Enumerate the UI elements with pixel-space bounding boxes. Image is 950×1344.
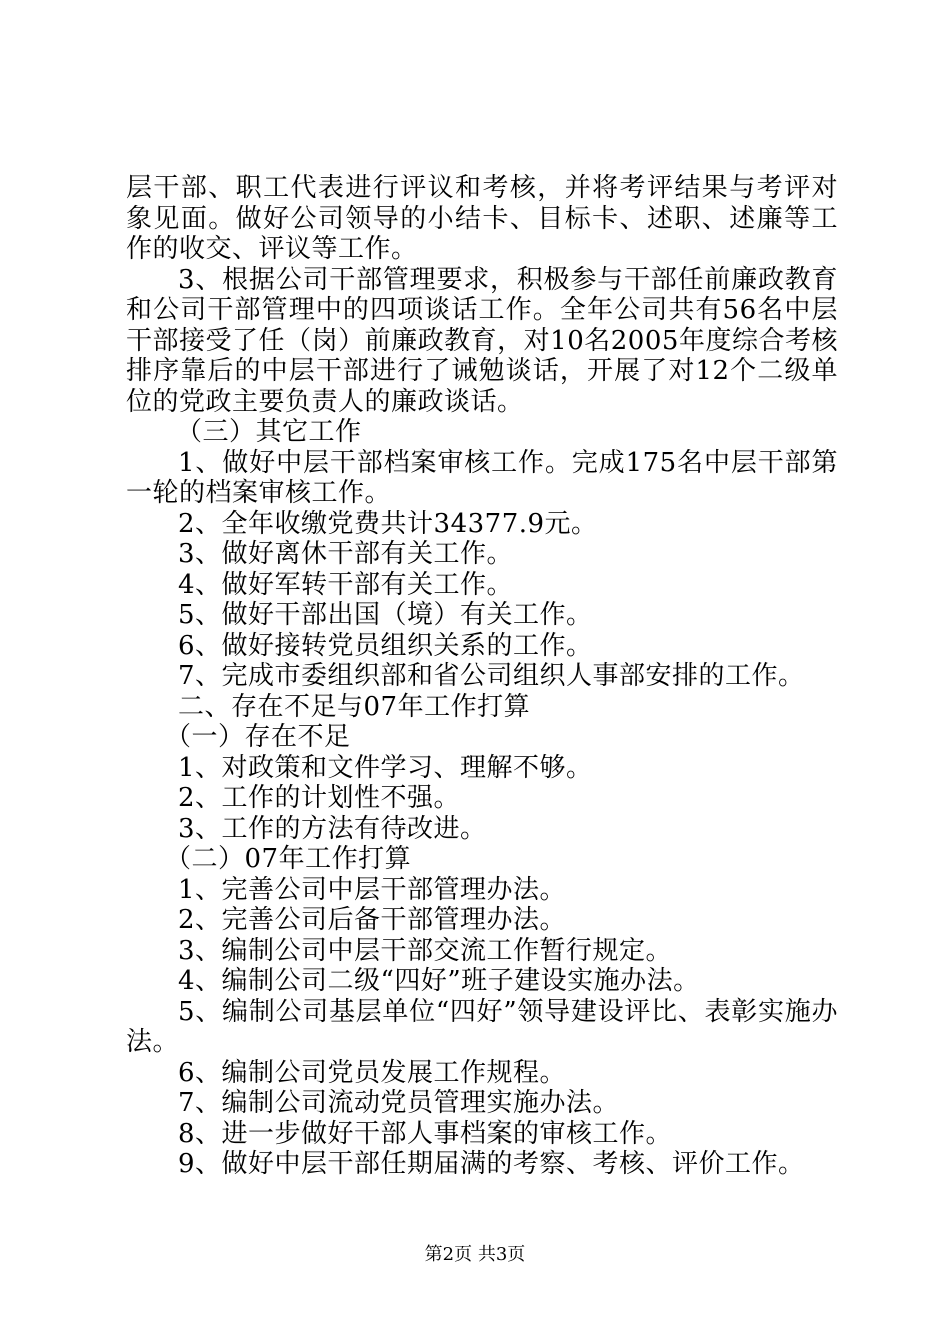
document-paragraph: （三）其它工作 (176, 417, 362, 447)
document-body (126, 173, 838, 1180)
document-paragraph: 8、进一步做好干部人事档案的审核工作。 (178, 1118, 673, 1149)
document-paragraph: 3、做好离休干部有关工作。 (178, 539, 514, 569)
document-paragraph: 7、完成市委组织部和省公司组织人事部安排的工作。 (178, 661, 805, 691)
document-paragraph: 3、根据公司干部管理要求，积极参与干部任前廉政教育和公司干部管理中的四项谈话工作。全年公司共有56名中层干部接受了任（岗）前廉政教育，对10名2005年度综合考核排序靠后的中层干部进行了诫勉谈话，开展了对12个二级单位的党政主要负责人的廉政谈话。 (126, 264, 838, 417)
document-paragraph: 7、编制公司流动党员管理实施办法。 (178, 1088, 620, 1118)
document-paragraph: 层干部、职工代表进行评议和考核，并将考评结果与考评对象见面。做好公司领导的小结卡、目标卡、述职、述廉等工作的收交、评议等工作。 (126, 173, 838, 264)
document-paragraph: 3、编制公司中层干部交流工作暂行规定。 (178, 935, 673, 966)
document-paragraph: 4、编制公司二级“四好”班子建设实施办法。 (178, 966, 700, 996)
document-paragraph: 1、对政策和文件学习、理解不够。 (178, 752, 593, 783)
document-paragraph: 3、工作的方法有待改进。 (178, 813, 487, 844)
document-paragraph: 2、完善公司后备干部管理办法。 (178, 905, 567, 935)
page-footer: 第2页 共3页 (424, 1244, 526, 1265)
document-paragraph: 6、编制公司党员发展工作规程。 (178, 1057, 567, 1088)
document-paragraph: 9、做好中层干部任期届满的考察、考核、评价工作。 (178, 1149, 805, 1179)
document-paragraph: 5、编制公司基层单位“四好”领导建设评比、表彰实施办法。 (126, 996, 838, 1057)
document-paragraph: 二、存在不足与07年工作打算 (178, 691, 531, 722)
document-paragraph: 1、做好中层干部档案审核工作。完成175名中层干部第一轮的档案审核工作。 (126, 447, 838, 508)
document-paragraph: 4、做好军转干部有关工作。 (178, 569, 514, 600)
document-paragraph: 1、完善公司中层干部管理办法。 (178, 874, 567, 905)
document-paragraph: 6、做好接转党员组织关系的工作。 (178, 630, 593, 661)
document-paragraph: 2、工作的计划性不强。 (178, 783, 461, 813)
document-paragraph: 2、全年收缴党费共计34377.9元。 (178, 508, 598, 539)
document-paragraph: （一）存在不足 (165, 722, 351, 752)
document-paragraph: 5、做好干部出国（境）有关工作。 (178, 600, 593, 630)
document-paragraph: （二）07年工作打算 (165, 844, 412, 874)
